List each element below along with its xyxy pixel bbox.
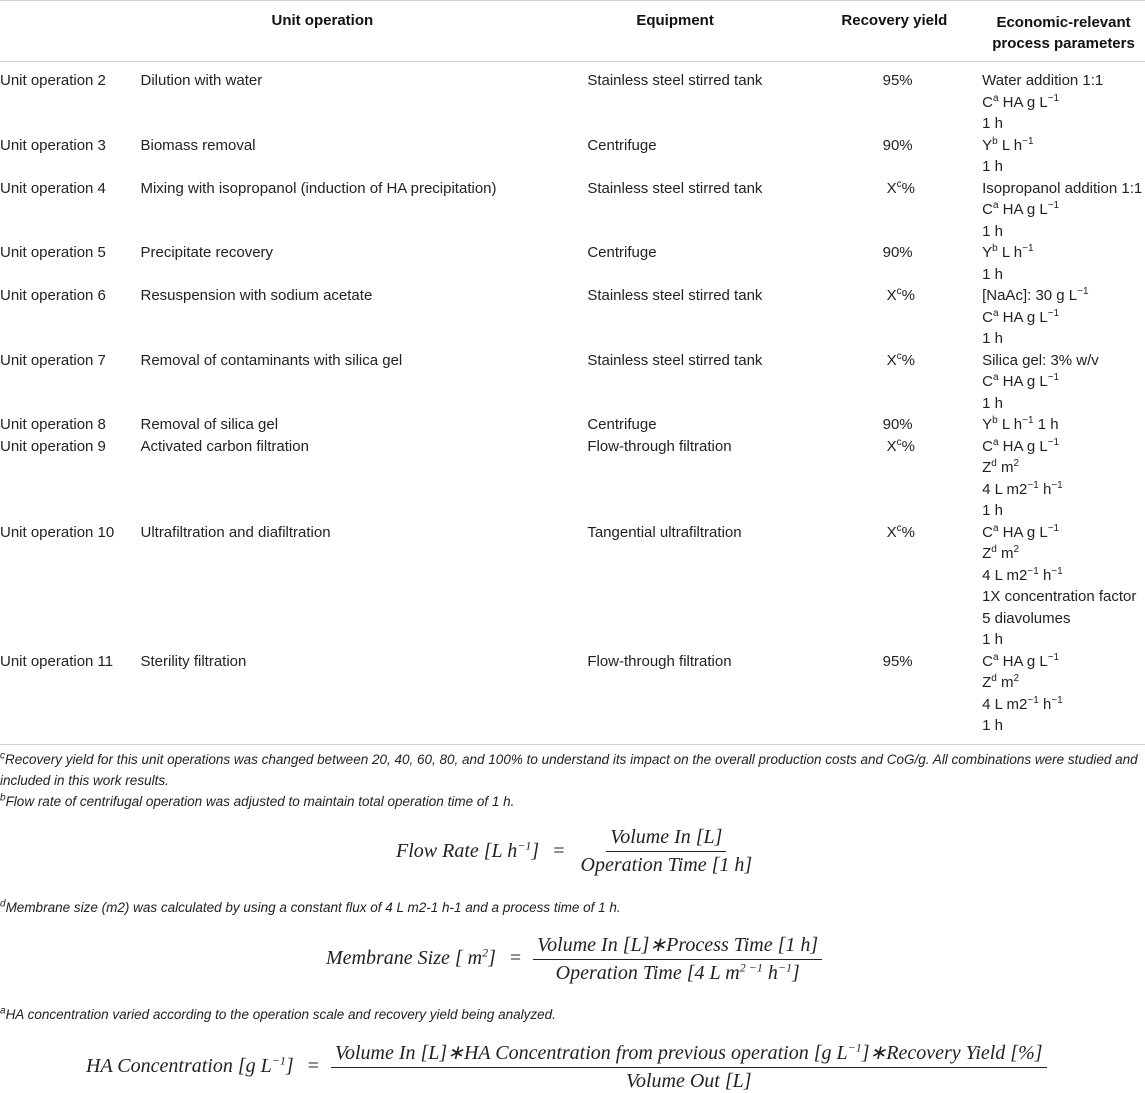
parameter-text: 1 h: [982, 330, 1003, 347]
process-parameters: [982, 414, 1145, 436]
process-parameters: [982, 436, 1145, 522]
parameter-line: [982, 651, 1145, 673]
parameter-line: [982, 715, 1145, 737]
parameter-text: 1 h: [982, 717, 1003, 734]
footnote-c-text: Recovery yield for this unit operations was changed between 20, 40, 60, 80, and 100% to understand its impact on the overall production costs and CoG/g. All combinations were studied and included in this work results.: [0, 752, 1138, 788]
yield-value: %: [901, 523, 915, 541]
unit-operation-id: Unit operation 5: [0, 244, 106, 261]
parameter-text: HA g L: [998, 523, 1048, 541]
table-row: [0, 178, 1145, 243]
unit-operation-name: Ultrafiltration and diafiltration: [140, 523, 331, 541]
parameter-superscript: −1: [1051, 479, 1063, 491]
parameter-line: [982, 350, 1145, 372]
recovery-yield: [807, 522, 982, 651]
parameter-text: Isopropanol addition 1:1: [982, 179, 1143, 197]
footnote-d: [0, 897, 1145, 918]
unit-operation-id: Unit operation 4: [0, 179, 106, 197]
table-row: [0, 651, 1145, 745]
parameter-line: [982, 221, 1145, 243]
eq-conc-num-sup: −1: [847, 1040, 862, 1055]
parameter-superscript: b: [992, 135, 998, 147]
equation-membrane-size: [326, 932, 826, 985]
parameter-line: [982, 629, 1145, 651]
parameter-text: C: [982, 373, 993, 390]
eq-membrane-numerator: Volume In [L]∗Process Time [1 h]: [533, 932, 822, 960]
parameter-line: [982, 307, 1145, 329]
equipment: Flow-through filtration: [587, 651, 806, 745]
eq-membrane-den-a: Operation Time [4 L m: [555, 962, 740, 984]
parameter-superscript: −1: [1077, 286, 1089, 297]
yield-value: 90%: [882, 416, 913, 433]
parameter-superscript: −1: [1051, 694, 1063, 706]
eq-membrane-denominator: [552, 960, 804, 985]
parameter-line: [982, 328, 1145, 350]
parameter-text: 1 h: [982, 158, 1003, 175]
table-row: [0, 522, 1145, 651]
recovery-yield: [807, 436, 982, 522]
eq-conc-lhs-end: ]: [285, 1055, 294, 1077]
unit-operation-name: Biomass removal: [140, 136, 256, 154]
parameter-superscript: a: [992, 651, 999, 663]
equipment: Stainless steel stirred tank: [587, 351, 763, 369]
parameter-superscript: b: [992, 243, 998, 254]
parameter-text: m: [996, 545, 1014, 562]
parameter-line: [982, 199, 1145, 221]
process-parameters: [982, 285, 1145, 350]
unit-operation-id: Unit operation 3: [0, 136, 106, 154]
equipment: Stainless steel stirred tank: [587, 287, 763, 304]
parameter-text: HA g L: [998, 373, 1048, 390]
eq-conc-num-a: Volume In [L]∗HA Concentration from previous operation [g L: [334, 1042, 848, 1064]
yield-footnote-mark: c: [896, 286, 902, 297]
parameter-text: 1 h: [982, 222, 1003, 240]
parameter-line: [982, 393, 1145, 415]
eq-membrane-lhs-text: Membrane Size [ m: [326, 947, 483, 969]
yield-variable: X: [886, 437, 897, 455]
equipment: Centrifuge: [587, 244, 657, 261]
eq-membrane-fraction: [533, 932, 822, 985]
process-parameters: [982, 522, 1145, 651]
recovery-yield: [807, 285, 982, 350]
parameter-superscript: −1: [1022, 415, 1034, 426]
parameter-text: C: [982, 652, 993, 670]
equipment: Stainless steel stirred tank: [587, 72, 763, 89]
parameter-superscript: b: [992, 415, 998, 426]
unit-operation-id: Unit operation 6: [0, 287, 106, 304]
unit-operation-name: Activated carbon filtration: [140, 437, 309, 455]
equation-ha-concentration: [86, 1040, 1051, 1093]
parameter-superscript: a: [992, 307, 999, 319]
parameter-superscript: a: [992, 92, 999, 104]
parameter-superscript: −1: [1051, 565, 1063, 577]
parameter-text: HA g L: [998, 437, 1048, 455]
unit-operation-name: Resuspension with sodium acetate: [140, 287, 373, 304]
parameter-line: [982, 414, 1145, 436]
eq-conc-denominator: Volume Out [L]: [625, 1070, 752, 1092]
parameter-line: [982, 457, 1145, 479]
eq-membrane-equals: =: [509, 947, 522, 969]
parameter-text: 5 diavolumes: [982, 609, 1071, 627]
parameter-text: Silica gel: 3% w/v: [982, 351, 1099, 369]
eq-flow-equals: =: [553, 840, 565, 862]
parameter-text: 4 L m2: [982, 566, 1028, 584]
table-row: [0, 62, 1145, 135]
table-row: [0, 285, 1145, 350]
parameter-line: [982, 522, 1145, 544]
header-blank: [0, 1, 140, 62]
parameter-line: [982, 500, 1145, 522]
parameter-line: [982, 586, 1145, 608]
parameter-text: h: [1038, 566, 1052, 584]
eq-membrane-den-b: h: [762, 962, 778, 984]
unit-operation-id: Unit operation 11: [0, 651, 140, 745]
parameter-text: L h: [997, 136, 1023, 154]
parameter-text: L h: [997, 416, 1023, 433]
eq-membrane-den-c: ]: [791, 962, 800, 984]
yield-value: 95%: [882, 72, 913, 89]
parameter-text: HA g L: [998, 93, 1048, 111]
parameter-superscript: −1: [1047, 372, 1060, 383]
parameter-text: C: [982, 93, 993, 111]
table-row: [0, 135, 1145, 178]
parameter-text: 1 h: [982, 115, 1003, 132]
process-parameters: [982, 178, 1145, 243]
process-parameters: [982, 350, 1145, 415]
yield-variable: X: [886, 523, 897, 541]
yield-value: %: [901, 179, 915, 197]
yield-footnote-mark: c: [896, 350, 902, 362]
parameter-text: 4 L m2: [982, 695, 1028, 713]
parameter-line: [982, 371, 1145, 393]
parameter-text: C: [982, 523, 993, 541]
parameter-superscript: d: [991, 673, 997, 684]
parameter-superscript: −1: [1047, 651, 1060, 663]
parameter-superscript: a: [992, 522, 999, 534]
parameter-text: Y: [982, 244, 993, 261]
equation-flow-rate: [396, 826, 760, 877]
parameter-line: [982, 436, 1145, 458]
table-row: [0, 350, 1145, 415]
eq-membrane-lhs: [326, 947, 496, 970]
parameter-line: [982, 694, 1145, 716]
parameter-text: L h: [997, 244, 1023, 261]
recovery-yield: [807, 651, 982, 745]
parameter-text: h: [1038, 480, 1052, 498]
footnote-a-text: HA concentration varied according to the operation scale and recovery yield being analyzed.: [5, 1007, 556, 1022]
parameter-line: [982, 92, 1145, 114]
parameter-superscript: −1: [1047, 307, 1060, 319]
parameter-text: 1 h: [982, 265, 1003, 283]
process-parameters: [982, 651, 1145, 745]
recovery-yield: [807, 62, 982, 135]
yield-value: %: [901, 351, 915, 369]
parameter-superscript: −1: [1047, 522, 1060, 534]
recovery-yield: [807, 178, 982, 243]
footnote-b-text: Flow rate of centrifugal operation was adjusted to maintain total operation time of 1 h.: [5, 794, 515, 809]
header-equipment: Equipment: [587, 1, 806, 62]
parameter-superscript: −1: [1047, 200, 1060, 211]
unit-operation-name: Removal of contaminants with silica gel: [140, 351, 403, 369]
equipment: Tangential ultrafiltration: [587, 523, 742, 541]
footnote-a-mark: a: [0, 1005, 6, 1017]
parameter-text: 1 h: [982, 631, 1003, 648]
footnote-d-text: Membrane size (m2) was calculated by using a constant flux of 4 L m2-1 h-1 and a process time of 1 h.: [5, 900, 621, 915]
yield-footnote-mark: c: [896, 436, 902, 448]
table-row: [0, 436, 1145, 522]
yield-value: 95%: [882, 652, 913, 670]
process-parameters: [982, 242, 1145, 285]
eq-membrane-lhs-end: ]: [488, 947, 496, 969]
eq-membrane-den-sup2: −1: [777, 960, 792, 975]
parameter-text: Z: [982, 459, 992, 476]
parameter-line: [982, 285, 1145, 307]
recovery-yield: [807, 135, 982, 178]
footnote-b-mark: b: [0, 792, 6, 804]
parameter-superscript: a: [992, 372, 999, 383]
parameter-superscript: a: [992, 436, 999, 448]
parameter-text: 1 h: [982, 394, 1003, 412]
eq-conc-lhs-text: HA Concentration [g L: [86, 1055, 272, 1077]
parameter-superscript: 2: [1013, 544, 1020, 555]
parameter-line: [982, 565, 1145, 587]
eq-flow-numerator: Volume In [L]: [606, 826, 726, 852]
unit-operation-id: Unit operation 10: [0, 523, 115, 541]
parameter-superscript: −1: [1022, 135, 1034, 147]
footnote-a: [0, 1004, 1145, 1025]
parameter-superscript: a: [992, 200, 999, 211]
yield-variable: X: [886, 179, 897, 197]
eq-membrane-lhs-sup: 2: [482, 945, 489, 960]
parameter-text: HA g L: [998, 201, 1048, 218]
yield-footnote-mark: c: [896, 522, 902, 534]
header-process-parameters: Economic-relevant process parameters: [982, 1, 1145, 62]
eq-flow-lhs-end: ]: [531, 840, 540, 862]
eq-conc-num-b: ]∗Recovery Yield [%]: [861, 1042, 1043, 1064]
footnote-c-mark: c: [0, 750, 5, 762]
header-recovery-yield: Recovery yield: [807, 1, 982, 62]
parameter-superscript: −1: [1047, 92, 1060, 104]
unit-operation-name: Mixing with isopropanol (induction of HA precipitation): [140, 179, 497, 197]
unit-operation-name: Precipitate recovery: [140, 244, 274, 261]
parameter-text: C: [982, 308, 993, 326]
yield-footnote-mark: c: [896, 178, 902, 190]
parameter-line: [982, 479, 1145, 501]
parameter-superscript: −1: [1027, 479, 1039, 491]
eq-flow-lhs-text: Flow Rate [L h: [396, 840, 518, 862]
parameter-superscript: −1: [1027, 694, 1039, 706]
eq-conc-lhs-sup: −1: [271, 1053, 286, 1068]
parameter-text: Water addition 1:1: [982, 72, 1104, 89]
eq-membrane-den-sup1: 2 −1: [739, 960, 763, 975]
footnote-d-mark: d: [0, 898, 6, 910]
parameter-line: [982, 156, 1145, 178]
parameter-text: HA g L: [998, 652, 1048, 670]
parameter-superscript: d: [991, 544, 997, 555]
parameter-text: 1 h: [982, 502, 1003, 519]
equipment: Flow-through filtration: [587, 437, 732, 455]
unit-operation-id: Unit operation 9: [0, 437, 106, 455]
footnote-b: [0, 791, 1145, 812]
parameter-superscript: 2: [1013, 458, 1020, 469]
equipment: Stainless steel stirred tank: [587, 179, 763, 197]
table-row: [0, 414, 1145, 436]
parameter-text: HA g L: [998, 308, 1048, 326]
eq-conc-fraction: [331, 1040, 1047, 1093]
table-body: [0, 62, 1145, 745]
parameter-line: [982, 672, 1145, 694]
parameter-line: [982, 608, 1145, 630]
yield-value: 90%: [882, 136, 913, 154]
unit-operation-id: Unit operation 7: [0, 351, 106, 369]
process-parameters: [982, 135, 1145, 178]
parameter-line: [982, 178, 1145, 200]
parameter-superscript: −1: [1022, 243, 1034, 254]
unit-operation-name: Removal of silica gel: [140, 416, 279, 433]
eq-conc-numerator: [331, 1040, 1047, 1068]
parameter-line: [982, 135, 1145, 157]
parameter-text: 1X concentration factor: [982, 588, 1137, 605]
equipment: Centrifuge: [587, 416, 657, 433]
parameter-text: m: [996, 459, 1014, 476]
parameter-text: h: [1038, 695, 1052, 713]
eq-flow-denominator: Operation Time [1 h]: [580, 854, 753, 876]
yield-value: %: [901, 437, 915, 455]
parameter-superscript: 2: [1013, 673, 1020, 684]
parameter-line: [982, 264, 1145, 286]
parameter-text: C: [982, 437, 993, 455]
unit-operation-name: Sterility filtration: [140, 651, 587, 745]
eq-flow-lhs: [396, 840, 539, 863]
parameter-text: 1 h: [1033, 416, 1059, 433]
unit-operation-id: Unit operation 8: [0, 416, 106, 433]
parameter-line: [982, 242, 1145, 264]
parameter-superscript: −1: [1047, 436, 1060, 448]
parameter-text: 4 L m2: [982, 480, 1028, 498]
recovery-yield: [807, 414, 982, 436]
table-header-row: [0, 1, 1145, 62]
unit-operation-name: Dilution with water: [140, 72, 263, 89]
parameter-text: m: [996, 674, 1014, 691]
parameter-superscript: d: [991, 458, 997, 469]
parameter-line: [982, 113, 1145, 135]
parameter-text: Y: [982, 416, 993, 433]
parameter-line: [982, 543, 1145, 565]
parameter-text: [NaAc]: 30 g L: [982, 287, 1078, 304]
recovery-yield: [807, 242, 982, 285]
parameter-text: Y: [982, 136, 993, 154]
parameter-text: Z: [982, 545, 992, 562]
parameter-superscript: −1: [1027, 565, 1039, 577]
header-unit-operation: Unit operation: [140, 1, 587, 62]
equipment: Centrifuge: [587, 136, 657, 154]
parameter-text: Z: [982, 674, 992, 691]
unit-operation-id: Unit operation 2: [0, 72, 106, 89]
parameter-text: C: [982, 201, 993, 218]
footnote-c: [0, 749, 1145, 791]
eq-conc-equals: =: [307, 1055, 319, 1077]
eq-conc-lhs: [86, 1055, 294, 1078]
recovery-yield: [807, 350, 982, 415]
eq-flow-fraction: [577, 826, 757, 877]
table-row: [0, 242, 1145, 285]
yield-value: %: [901, 287, 915, 304]
process-parameters: [982, 62, 1145, 135]
parameter-line: [982, 70, 1145, 92]
yield-variable: X: [886, 287, 897, 304]
eq-flow-lhs-sup: −1: [517, 838, 532, 853]
yield-value: 90%: [882, 244, 913, 261]
yield-variable: X: [886, 351, 897, 369]
